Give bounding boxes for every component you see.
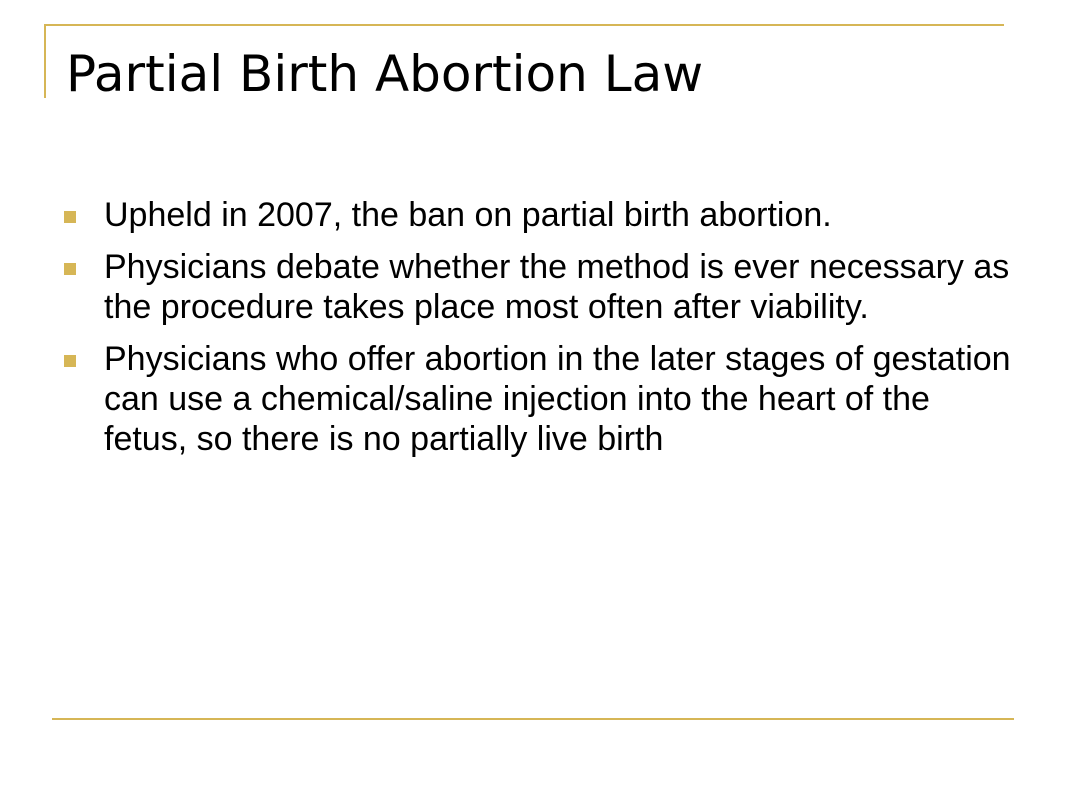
- top-divider: [44, 24, 1004, 26]
- square-bullet-icon: [64, 263, 76, 275]
- bullet-list: [64, 195, 1014, 471]
- bullet-text: Upheld in 2007, the ban on partial birth abortion.: [104, 196, 832, 234]
- bullet-item: [64, 339, 1014, 459]
- bullet-item: [64, 247, 1014, 327]
- bottom-divider: [52, 718, 1014, 720]
- bullet-item: [64, 195, 1014, 235]
- left-divider: [44, 24, 46, 98]
- square-bullet-icon: [64, 355, 76, 367]
- square-bullet-icon: [64, 211, 76, 223]
- bullet-text: Physicians debate whether the method is ever necessary as the procedure takes place most often after viability.: [104, 248, 1010, 326]
- bullet-text: Physicians who offer abortion in the later stages of gestation can use a chemical/saline injection into the heart of the fetus, so there is no partially live birth: [104, 340, 1011, 458]
- slide-title: Partial Birth Abortion Law: [66, 45, 704, 103]
